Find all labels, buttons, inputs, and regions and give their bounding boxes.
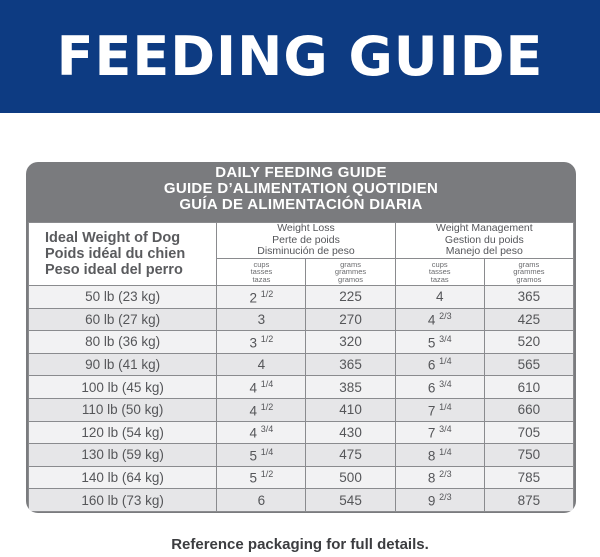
weight-management-header <box>395 223 573 259</box>
mgmt-grams-cell <box>484 308 573 331</box>
grammes-label: grammes <box>334 267 367 277</box>
feeding-table <box>28 222 574 512</box>
loss-cups-cell <box>217 286 306 309</box>
grams-value: 545 <box>339 492 362 508</box>
weight-cell <box>29 286 217 309</box>
loss-cups-cell <box>217 353 306 376</box>
weight-header-fr: Poids idéal du chien <box>45 246 186 262</box>
weight-cell <box>29 421 217 444</box>
loss-grams-cell <box>306 331 395 354</box>
weight-mgmt-es: Manejo del peso <box>445 245 523 258</box>
weight-header-es: Peso ideal del perro <box>45 262 183 278</box>
cups-whole: 4 <box>257 357 266 373</box>
tazas-label: tazas <box>252 274 271 284</box>
mgmt-cups-cell <box>395 444 484 467</box>
weight-loss-header <box>217 223 395 259</box>
table-title-block <box>26 162 576 222</box>
weight-cell <box>29 466 217 489</box>
mgmt-cups-cell <box>395 286 484 309</box>
mgmt-cups-cell <box>395 421 484 444</box>
cups-whole: 4 <box>249 425 258 441</box>
mgmt-grams-header <box>484 259 573 286</box>
grams-value: 520 <box>517 334 541 350</box>
cups-fraction: 2/3 <box>439 469 452 480</box>
weight-value: 80 lb (36 kg) <box>85 334 161 350</box>
weight-header-en: Ideal Weight of Dog <box>45 230 181 246</box>
cups-whole: 9 <box>427 493 436 509</box>
loss-grams-cell <box>306 353 395 376</box>
page-title: FEEDING GUIDE <box>56 24 544 88</box>
cups-whole: 7 <box>427 403 436 419</box>
grams-value: 385 <box>339 379 362 395</box>
mgmt-cups-cell <box>395 376 484 399</box>
table-title-fr: GUIDE D’ALIMENTATION QUOTIDIEN <box>163 180 439 197</box>
grams-value: 410 <box>339 402 362 418</box>
mgmt-grams-cell <box>484 489 573 512</box>
cups-whole: 6 <box>257 492 266 508</box>
cups-fraction: 1/4 <box>439 446 452 457</box>
cups-fraction: 3/4 <box>439 424 452 435</box>
weight-column-header <box>29 223 217 286</box>
weight-mgmt-en: Weight Management <box>435 222 533 235</box>
weight-cell <box>29 308 217 331</box>
cups-whole: 4 <box>249 380 258 396</box>
cups-whole: 6 <box>427 357 436 373</box>
cups-fraction: 1/4 <box>439 356 452 367</box>
table-row <box>29 308 574 331</box>
grams-value: 320 <box>339 334 362 350</box>
cups-whole: 2 <box>249 290 258 306</box>
grams-value: 500 <box>339 470 362 486</box>
loss-cups-header <box>217 259 306 286</box>
mgmt-grams-cell <box>484 286 573 309</box>
weight-loss-fr: Perte de poids <box>272 233 340 246</box>
weight-value: 120 lb (54 kg) <box>81 424 164 440</box>
tazas-label: tazas <box>430 274 449 284</box>
cups-whole: 3 <box>257 311 266 327</box>
weight-value: 60 lb (27 kg) <box>85 311 161 327</box>
mgmt-grams-cell <box>484 353 573 376</box>
grams-value: 365 <box>517 289 541 305</box>
weight-value: 100 lb (45 kg) <box>81 379 164 395</box>
gramos-label: gramos <box>338 274 364 284</box>
cups-whole: 4 <box>435 289 444 305</box>
cups-fraction: 1/2 <box>260 288 274 299</box>
cups-whole: 4 <box>249 403 258 419</box>
mgmt-grams-cell <box>484 398 573 421</box>
grammes-label: grammes <box>513 267 545 277</box>
gramos-label: gramos <box>516 274 542 284</box>
grams-value: 365 <box>339 357 362 373</box>
grams-label: grams <box>340 259 361 269</box>
table-row <box>29 421 574 444</box>
grams-value: 425 <box>517 311 541 327</box>
cups-fraction: 2/3 <box>439 491 452 502</box>
mgmt-cups-cell <box>395 331 484 354</box>
table-body <box>29 286 574 512</box>
loss-cups-cell <box>217 308 306 331</box>
loss-grams-cell <box>306 286 395 309</box>
table-title-en: DAILY FEEDING GUIDE <box>215 164 387 181</box>
table-row <box>29 444 574 467</box>
table-row <box>29 466 574 489</box>
cups-whole: 6 <box>427 380 436 396</box>
loss-grams-header <box>306 259 395 286</box>
cups-fraction: 1/2 <box>260 401 274 412</box>
weight-cell <box>29 331 217 354</box>
weight-value: 130 lb (59 kg) <box>81 447 164 463</box>
cups-fraction: 1/2 <box>260 333 274 344</box>
weight-value: 160 lb (73 kg) <box>81 492 164 508</box>
loss-cups-cell <box>217 466 306 489</box>
mgmt-cups-cell <box>395 466 484 489</box>
weight-cell <box>29 376 217 399</box>
cups-fraction: 3/4 <box>439 333 452 344</box>
loss-cups-cell <box>217 398 306 421</box>
cups-label: cups <box>253 259 270 269</box>
grams-value: 225 <box>339 289 362 305</box>
grams-value: 475 <box>339 447 362 463</box>
cups-fraction: 1/2 <box>260 469 274 480</box>
table-row <box>29 353 574 376</box>
weight-cell <box>29 353 217 376</box>
cups-whole: 5 <box>249 470 258 486</box>
mgmt-grams-cell <box>484 466 573 489</box>
weight-loss-en: Weight Loss <box>277 222 335 235</box>
loss-cups-cell <box>217 331 306 354</box>
weight-value: 140 lb (64 kg) <box>81 470 164 486</box>
cups-fraction: 3/4 <box>260 424 274 435</box>
cups-whole: 7 <box>427 425 436 441</box>
grams-value: 660 <box>517 402 541 418</box>
grams-label: grams <box>518 259 540 269</box>
weight-value: 110 lb (50 kg) <box>81 402 164 418</box>
grams-value: 610 <box>517 379 541 395</box>
cups-whole: 8 <box>427 448 436 464</box>
weight-value: 90 lb (41 kg) <box>85 357 161 373</box>
table-row <box>29 331 574 354</box>
mgmt-cups-cell <box>395 398 484 421</box>
weight-cell <box>29 489 217 512</box>
table-title-es: GUÍA DE ALIMENTACIÓN DIARIA <box>179 196 423 213</box>
feeding-guide-table <box>26 162 576 513</box>
mgmt-cups-header <box>395 259 484 286</box>
cups-whole: 3 <box>249 335 258 351</box>
weight-loss-es: Disminución de peso <box>257 245 355 258</box>
mgmt-cups-cell <box>395 489 484 512</box>
cups-whole: 5 <box>427 335 436 351</box>
grams-value: 705 <box>517 424 541 440</box>
loss-grams-cell <box>306 308 395 331</box>
grams-value: 875 <box>517 492 541 508</box>
cups-whole: 8 <box>427 470 436 486</box>
mgmt-grams-cell <box>484 376 573 399</box>
loss-grams-cell <box>306 398 395 421</box>
cups-fraction: 1/4 <box>439 401 452 412</box>
table-row <box>29 376 574 399</box>
cups-whole: 5 <box>249 448 258 464</box>
loss-cups-cell <box>217 489 306 512</box>
grams-value: 750 <box>517 447 541 463</box>
loss-cups-cell <box>217 421 306 444</box>
cups-label: cups <box>431 259 448 269</box>
cups-whole: 4 <box>427 312 436 328</box>
loss-grams-cell <box>306 489 395 512</box>
grams-value: 430 <box>339 424 362 440</box>
weight-cell <box>29 398 217 421</box>
mgmt-cups-cell <box>395 353 484 376</box>
mgmt-grams-cell <box>484 421 573 444</box>
table-row <box>29 489 574 512</box>
tasses-label: tasses <box>250 267 273 277</box>
loss-grams-cell <box>306 466 395 489</box>
mgmt-grams-cell <box>484 331 573 354</box>
loss-grams-cell <box>306 376 395 399</box>
mgmt-grams-cell <box>484 444 573 467</box>
cups-fraction: 1/4 <box>260 446 274 457</box>
grams-value: 270 <box>339 311 362 327</box>
cups-fraction: 3/4 <box>439 378 452 389</box>
grams-value: 565 <box>517 357 541 373</box>
feeding-grid <box>28 222 574 511</box>
weight-cell <box>29 444 217 467</box>
grams-value: 785 <box>517 470 541 486</box>
footer-note: Reference packaging for full details. <box>171 536 429 553</box>
weight-value: 50 lb (23 kg) <box>85 289 161 305</box>
table-row <box>29 286 574 309</box>
weight-mgmt-fr: Gestion du poids <box>444 233 524 246</box>
cups-fraction: 2/3 <box>439 311 452 322</box>
mgmt-cups-cell <box>395 308 484 331</box>
loss-cups-cell <box>217 444 306 467</box>
table-row <box>29 398 574 421</box>
tasses-label: tasses <box>428 267 451 277</box>
loss-grams-cell <box>306 444 395 467</box>
loss-grams-cell <box>306 421 395 444</box>
cups-fraction: 1/4 <box>260 378 274 389</box>
title-banner <box>0 0 600 113</box>
loss-cups-cell <box>217 376 306 399</box>
